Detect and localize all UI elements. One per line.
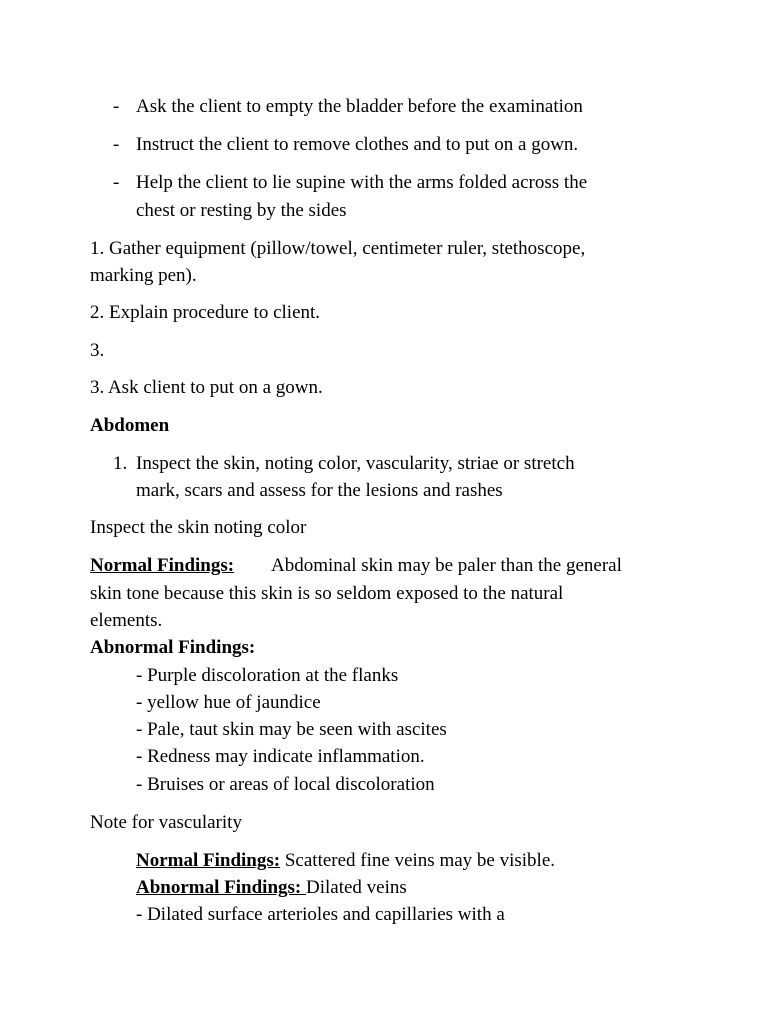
vascularity-normal-label: Normal Findings: [136, 850, 281, 871]
vascularity-extra-line: - Dilated surface arterioles and capillaries with a [136, 904, 505, 925]
vascularity-abnormal-row [136, 878, 407, 897]
abnormal-item-jaundice: - yellow hue of jaundice [136, 692, 321, 713]
step-1-line2: marking pen). [90, 265, 197, 286]
abnormal-item-purple: - Purple discoloration at the flanks [136, 665, 399, 686]
step-3: 3. Ask client to put on a gown. [90, 377, 323, 398]
step-2: 2. Explain procedure to client. [90, 302, 321, 323]
bullet-dash: - [113, 172, 120, 193]
bullet-empty-bladder: Ask the client to empty the bladder before the examination [136, 96, 583, 117]
abnormal-findings-label: Abnormal Findings: [90, 637, 256, 658]
normal-findings-text-line3: elements. [90, 610, 163, 631]
normal-findings-label: Normal Findings: [90, 555, 235, 576]
vascularity-heading: Note for vascularity [90, 812, 242, 833]
abnormal-item-bruises: - Bruises or areas of local discoloration [136, 774, 435, 795]
bullet-lie-supine-line1: Help the client to lie supine with the arms folded across the [136, 172, 588, 193]
abnormal-item-redness: - Redness may indicate inflammation. [136, 746, 425, 767]
vascularity-normal-row [136, 851, 555, 870]
step-1-line1: 1. Gather equipment (pillow/towel, centimeter ruler, stethoscope, [90, 238, 586, 259]
step-3-empty: 3. [90, 340, 105, 361]
bullet-remove-clothes: Instruct the client to remove clothes and to put on a gown. [136, 134, 579, 155]
vascularity-abnormal-label: Abnormal Findings: [136, 877, 306, 898]
inspect-skin-color: Inspect the skin noting color [90, 517, 307, 538]
bullet-lie-supine-line2: chest or resting by the sides [136, 200, 347, 221]
vascularity-abnormal-text: Dilated veins [305, 877, 407, 898]
abdomen-heading: Abdomen [90, 415, 170, 436]
abnormal-item-ascites: - Pale, taut skin may be seen with ascites [136, 719, 447, 740]
bullet-dash: - [113, 134, 120, 155]
bullet-dash: - [113, 96, 120, 117]
abdomen-item-number: 1. [113, 453, 128, 474]
normal-findings-text-line2: skin tone because this skin is so seldom exposed to the natural [90, 583, 564, 604]
abdomen-item-line1: Inspect the skin, noting color, vascularity, striae or stretch [136, 453, 575, 474]
vascularity-normal-text: Scattered fine veins may be visible. [280, 850, 555, 871]
normal-findings-text-line1: Abdominal skin may be paler than the general [271, 555, 622, 576]
abdomen-item-line2: mark, scars and assess for the lesions and rashes [136, 480, 503, 501]
